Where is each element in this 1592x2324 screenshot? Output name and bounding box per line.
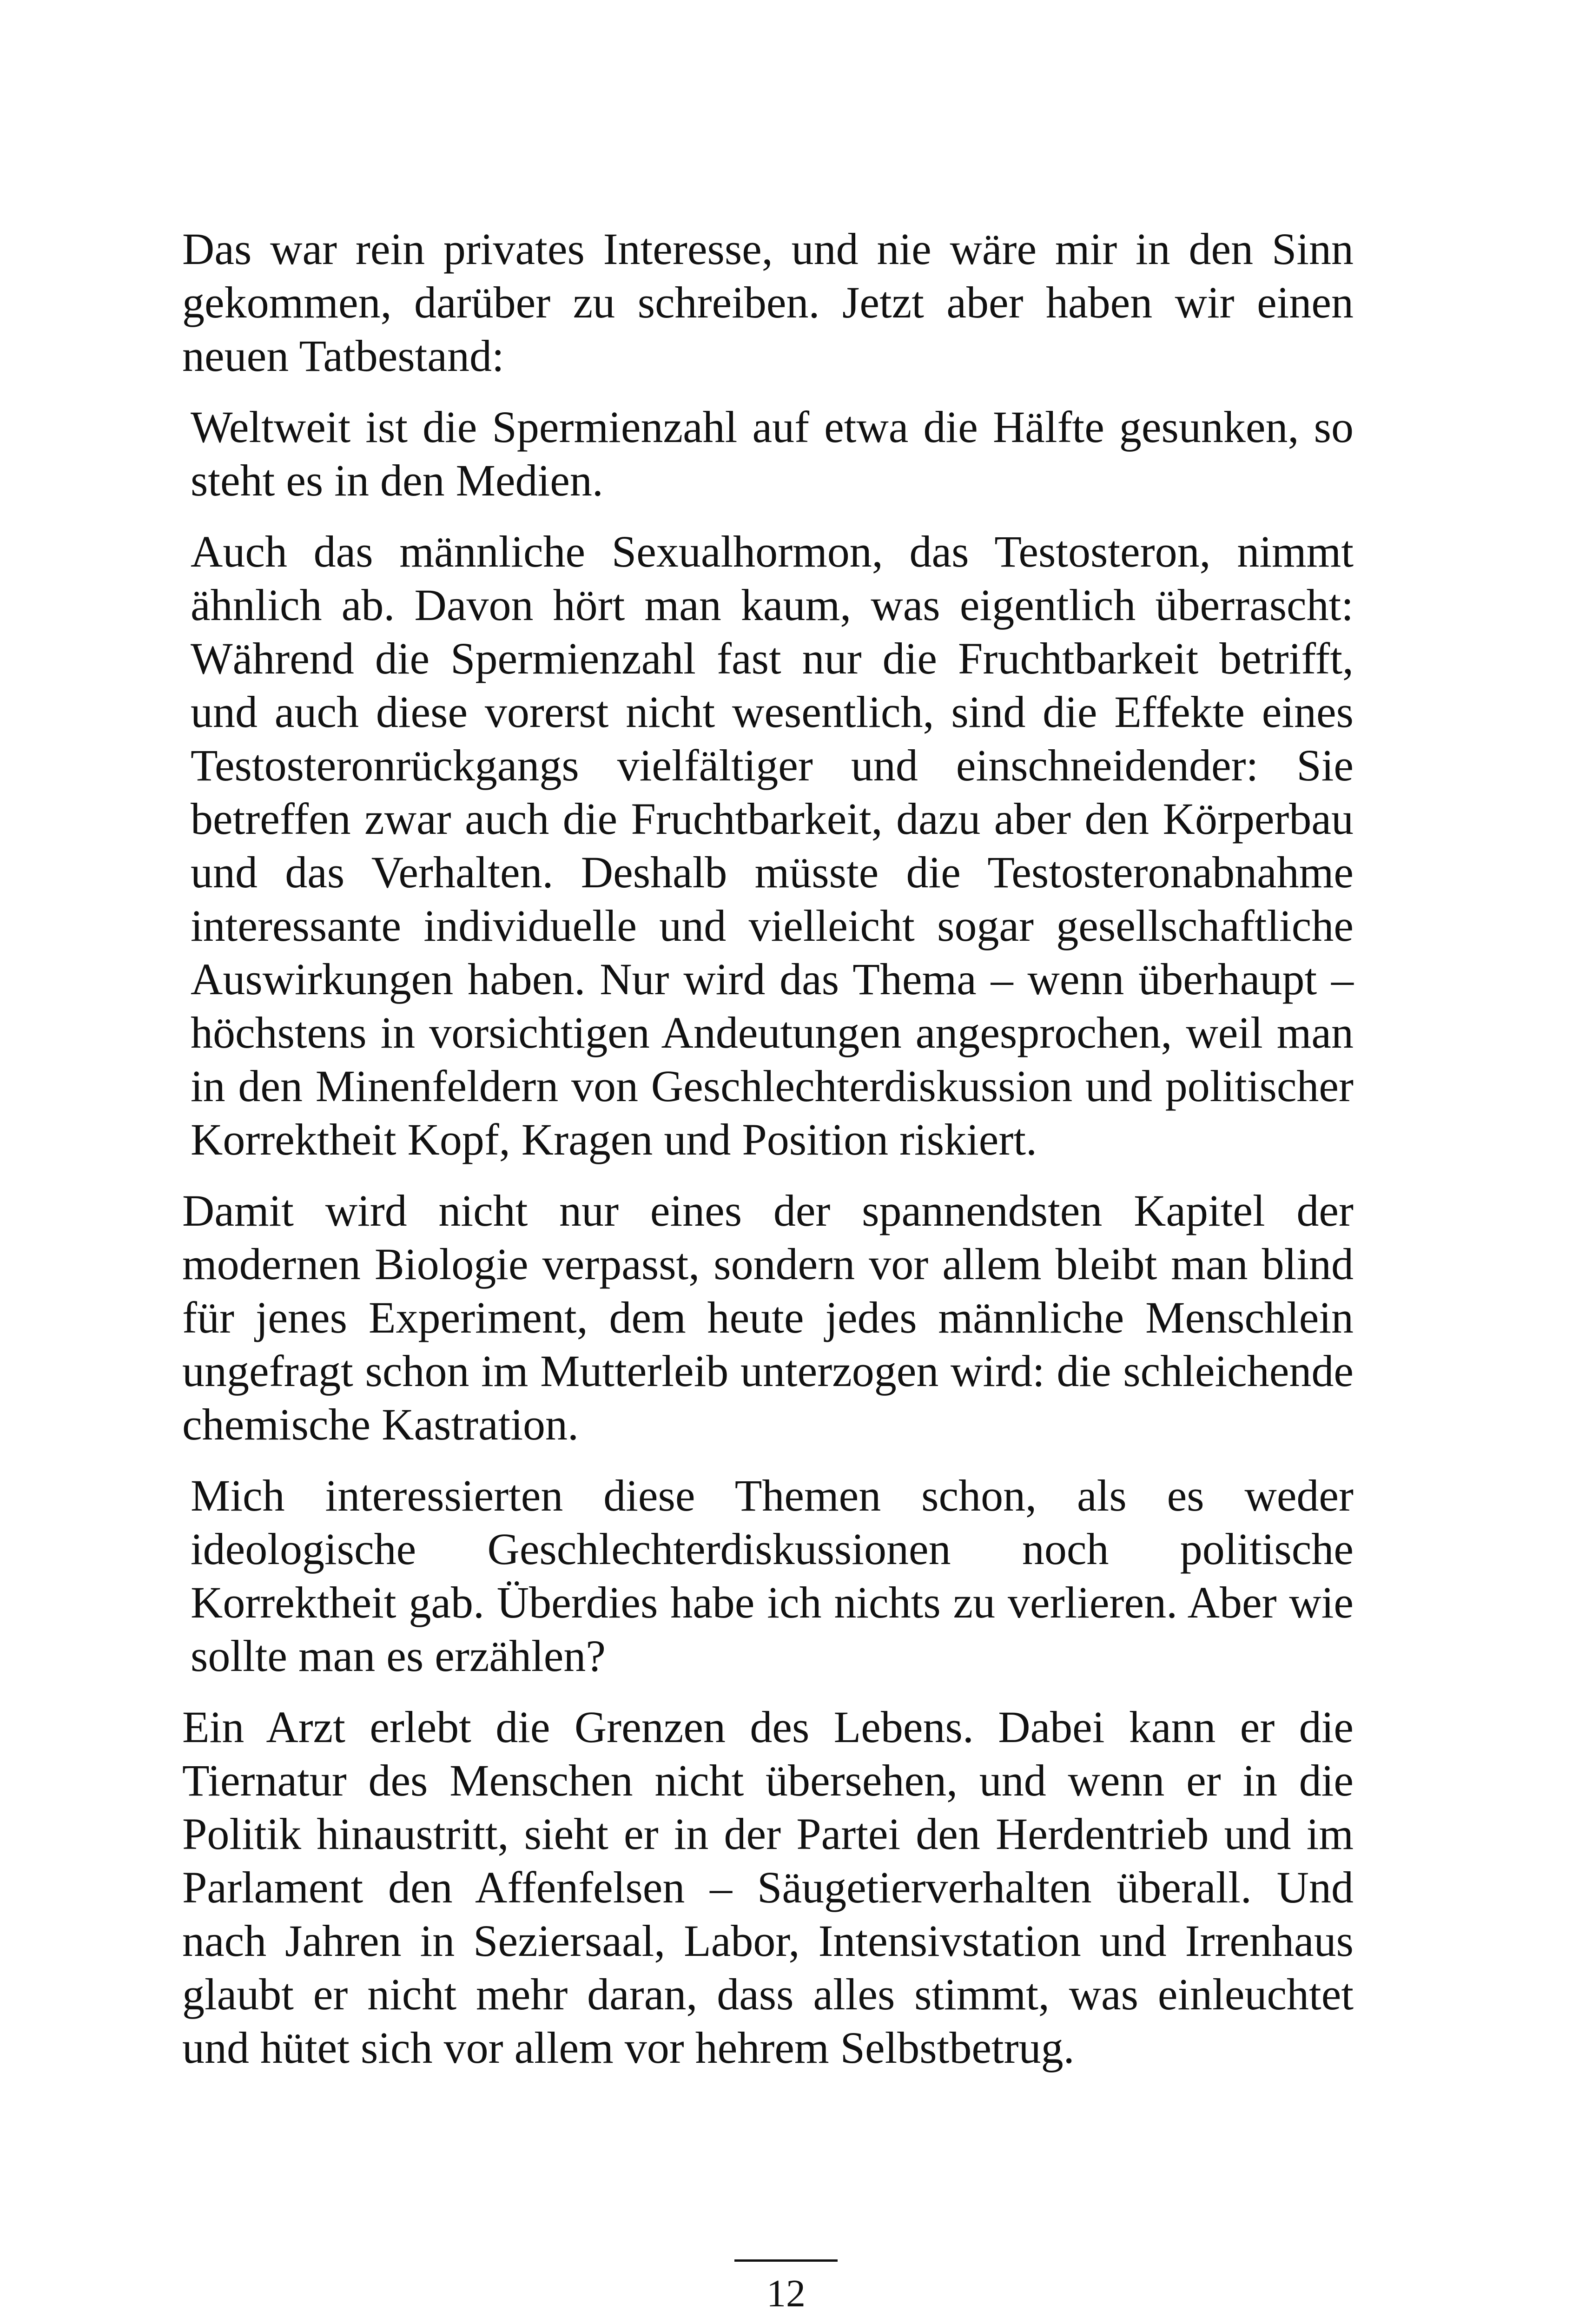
paragraph-5: Mich interessierten diese Themen schon, als es weder ideologische Geschlechterdiskussionen noch politische Korrektheit gab. Überdies habe ich nichts zu verlieren. Aber wie sollte man es erzählen? [191,1471,1354,1681]
page-number: 12 [766,2272,806,2315]
body-text [182,222,1354,2092]
paragraph-3: Auch das männliche Sexualhormon, das Testosteron, nimmt ähnlich ab. Davon hört man kaum, was eigentlich überrascht: Während die Spermienzahl fast nur die Fruchtbarkeit betrifft, und auch diese vorerst nicht wesentlich, sind die Effekte eines Testosteronrückgangs vielfältiger und einschneidender: Sie betreffen zwar auch die Fruchtbarkeit, dazu aber den Körperbau und das Verhalten. Deshalb müsste die Testosteronabnahme interessante individuelle und vielleicht sogar gesellschaftliche Auswirkungen haben. Nur wird das Thema – wenn überhaupt – höchstens in vorsichtigen Andeutungen angesprochen, weil man in den Minenfeldern von Geschlechterdiskussion und politischer Korrektheit Kopf, Kragen und Position riskiert. [191,527,1354,1164]
paragraph-6: Ein Arzt erlebt die Grenzen des Lebens. Dabei kann er die Tiernatur des Menschen nicht übersehen, und wenn er in die Politik hinaustritt, sieht er in der Partei den Herdentrieb und im Parlament den Affenfelsen – Säugetierverhalten überall. Und nach Jahren in Seziersaal, Labor, Intensivstation und Irrenhaus glaubt er nicht mehr daran, dass alles stimmt, was einleuchtet und hütet sich vor allem vor hehrem Selbstbetrug. [182,1702,1354,2073]
footer-rule [734,2259,838,2262]
paragraph-1: Das war rein privates Interesse, und nie wäre mir in den Sinn gekommen, darüber zu schreiben. Jetzt aber haben wir einen neuen Tatbestand: [182,224,1354,381]
paragraph-2: Weltweit ist die Spermienzahl auf etwa die Hälfte gesunken, so steht es in den Medien. [191,402,1354,505]
paragraph-4: Damit wird nicht nur eines der spannendsten Kapitel der modernen Biologie verpasst, sondern vor allem bleibt man blind für jenes Experiment, dem heute jedes männliche Menschlein ungefragt schon im Mutterleib unterzogen wird: die schleichende chemische Kastration. [182,1186,1354,1449]
